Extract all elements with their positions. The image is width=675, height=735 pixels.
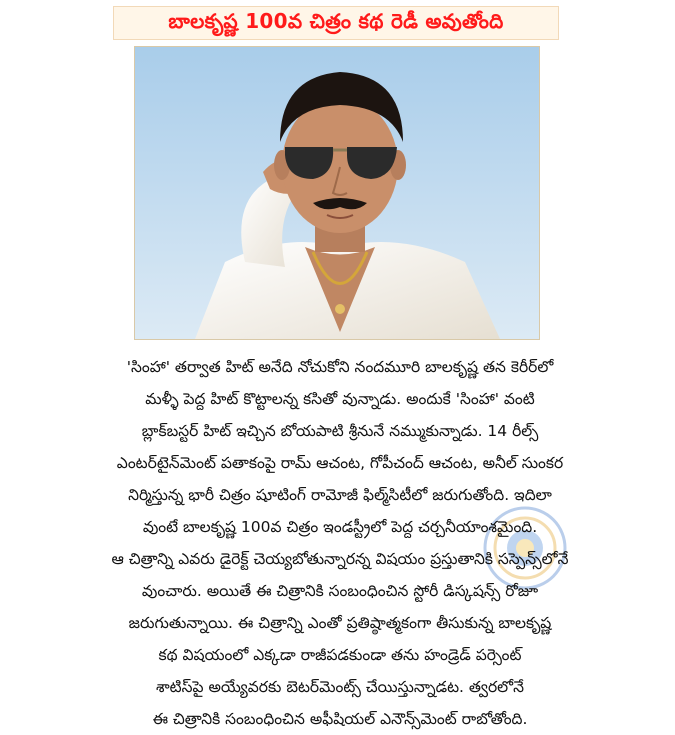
article-line: ఎంటర్‌టైన్‌మెంట్ పతాకంపై రామ్ ఆచంట, గోపీచంద్ ఆచంట, అనీల్ సుంకర xyxy=(116,454,564,472)
article-line: ఆ చిత్రాన్ని ఎవరు డైరెక్ట్ చెయ్యబోతున్నారన్న విషయం ప్రస్తుతానికి సస్పెన్స్‌లోనే xyxy=(111,550,569,568)
pendant xyxy=(335,304,345,314)
article-line: బ్లాక్‌బస్టర్ హిట్ ఇచ్చిన బోయపాటి శ్రీనునే నమ్ముకున్నాడు. 14 రీల్స్ xyxy=(141,422,539,440)
article-line: మళ్ళీ పెద్ద హిట్ కొట్టాలన్న కసితో వున్నాడు. అందుకే 'సింహా' వంటి xyxy=(145,390,535,408)
article-line: శాటిస్‌పై అయ్యేవరకు బెటర్‌మెంట్స్ చేయిస్తున్నాడట. త్వరలోనే xyxy=(156,678,524,696)
headline-banner xyxy=(113,6,559,40)
article-line: వుంచారు. అయితే ఈ చిత్రానికి సంబంధించిన స్టోరీ డిస్కషన్స్ రోజూ xyxy=(141,582,539,600)
article-line: 'సింహా' తర్వాత హిట్ అనేది నోచుకోని నందమూరి బాలకృష్ణ తన కెరీర్‌లో xyxy=(126,358,554,376)
article-body xyxy=(40,351,640,735)
headline-title: బాలకృష్ణ 100వ చిత్రం కథ రెడీ అవుతోంది xyxy=(168,8,504,33)
article-line: ఈ చిత్రానికి సంబంధించిన అఫీషియల్ ఎనౌన్స్‌మెంట్ రాబోతోంది. xyxy=(152,710,528,728)
article-line: కథ విషయంలో ఎక్కడా రాజీపడకుండా తను హండ్రెడ్ పర్సెంట్ xyxy=(158,646,522,664)
article-line: వుంటే బాలకృష్ణ 100వ చిత్రం ఇండస్ట్రీలో పెద్ద చర్చనీయాంశమైంది. xyxy=(142,518,538,536)
portrait-illustration xyxy=(135,47,539,339)
article-photo xyxy=(134,46,540,340)
article-line: నిర్మిస్తున్న భారీ చిత్రం షూటింగ్ రామోజీ ఫిల్మ్‌సిటీలో జరుగుతోంది. ఇదిలా xyxy=(128,486,552,504)
article-line: జరుగుతున్నాయి. ఈ చిత్రాన్ని ఎంతో ప్రతిష్ఠాత్మకంగా తీసుకున్న బాలకృష్ణ xyxy=(128,614,552,632)
